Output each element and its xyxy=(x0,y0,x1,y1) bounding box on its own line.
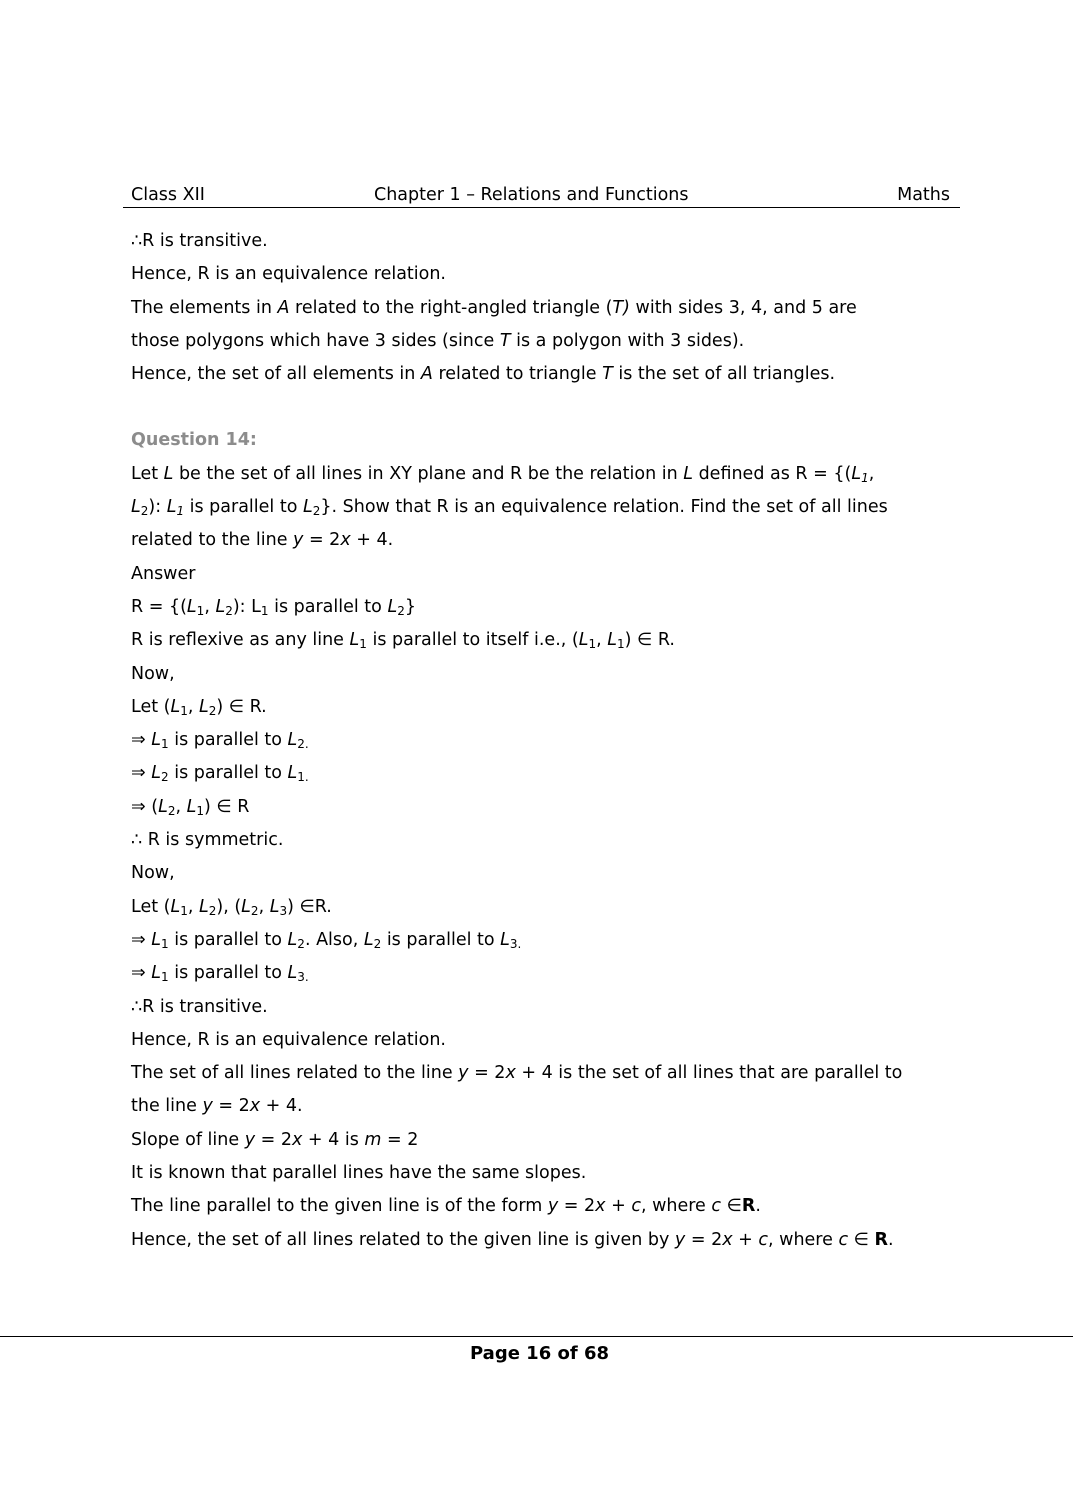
page-header xyxy=(123,183,960,208)
answer-line: ⇒ $L_1$ is parallel to $L_{3.}$ xyxy=(131,963,309,985)
answer-line: the line y = 2x + 4. xyxy=(131,1096,303,1117)
text-line: The elements in A related to the right-angled triangle (T) with sides 3, 4, and 5 are xyxy=(131,297,857,318)
answer-line: The set of all lines related to the line y = 2x + 4 is the set of all lines that are parallel to xyxy=(131,1063,903,1084)
text-line: Hence, R is an equivalence relation. xyxy=(131,264,446,285)
answer-line: R is reflexive as any line $L_1$ is parallel to itself i.e., ($L_1$, $L_1$) ∈ R. xyxy=(131,630,675,652)
answer-line: Now, xyxy=(131,863,175,884)
question-text-line: related to the line y = 2x + 4. xyxy=(131,530,394,551)
answer-line: ⇒ $L_1$ is parallel to $L_2$. Also, $L_2$ is parallel to $L_{3.}$ xyxy=(131,929,522,951)
answer-line: It is known that parallel lines have the same slopes. xyxy=(131,1163,587,1184)
answer-line: Slope of line y = 2x + 4 is m = 2 xyxy=(131,1129,419,1150)
answer-line: The line parallel to the given line is of the form y = 2x + c, where c ∈R. xyxy=(131,1196,761,1217)
answer-line: ⇒ $L_1$ is parallel to $L_{2.}$ xyxy=(131,730,309,752)
page-content xyxy=(131,225,961,1257)
answer-line: Hence, R is an equivalence relation. xyxy=(131,1029,446,1050)
header-chapter: Chapter 1 – Relations and Functions xyxy=(374,185,689,205)
header-subject: Maths xyxy=(897,185,950,205)
answer-line: ∴R is transitive. xyxy=(131,996,268,1017)
text-line: ∴R is transitive. xyxy=(131,231,268,251)
answer-line: ⇒ $L_2$ is parallel to $L_{1.}$ xyxy=(131,763,309,785)
question-text-line: Let L be the set of all lines in XY plane and R be the relation in L defined as $R = \{(L_1$, xyxy=(131,463,875,485)
answer-line: Let ($L_1$, $L_2$), ($L_2$, $L_3$) ∈R. xyxy=(131,896,332,918)
answer-line: Let ($L_1$, $L_2$) ∈ R. xyxy=(131,696,267,718)
answer-line: $R = \{(L_1$, $L_2$): $L_1$ is parallel to $L_2$} xyxy=(131,596,416,618)
spacer xyxy=(131,391,961,424)
answer-line: ⇒ ($L_2$, $L_1$) ∈ R xyxy=(131,796,250,818)
text-line: Hence, the set of all elements in A related to triangle T is the set of all triangles. xyxy=(131,364,836,385)
answer-line: Now, xyxy=(131,663,175,684)
answer-label: Answer xyxy=(131,563,196,584)
text-line: those polygons which have 3 sides (since T is a polygon with 3 sides). xyxy=(131,330,745,351)
header-class: Class XII xyxy=(131,185,205,205)
page-number: Page 16 of 68 xyxy=(469,1343,610,1364)
question-text-line: $L_2$): $L_1$ is parallel to $L_2$}. Show that R is an equivalence relation. Find the set of all lines xyxy=(131,497,888,519)
answer-line: Hence, the set of all lines related to the given line is given by y = 2x + c, where c ∈ R. xyxy=(131,1229,894,1250)
answer-line: ∴ R is symmetric. xyxy=(131,830,284,851)
footer-divider xyxy=(0,1336,1073,1337)
question-label: Question 14: xyxy=(131,430,257,451)
